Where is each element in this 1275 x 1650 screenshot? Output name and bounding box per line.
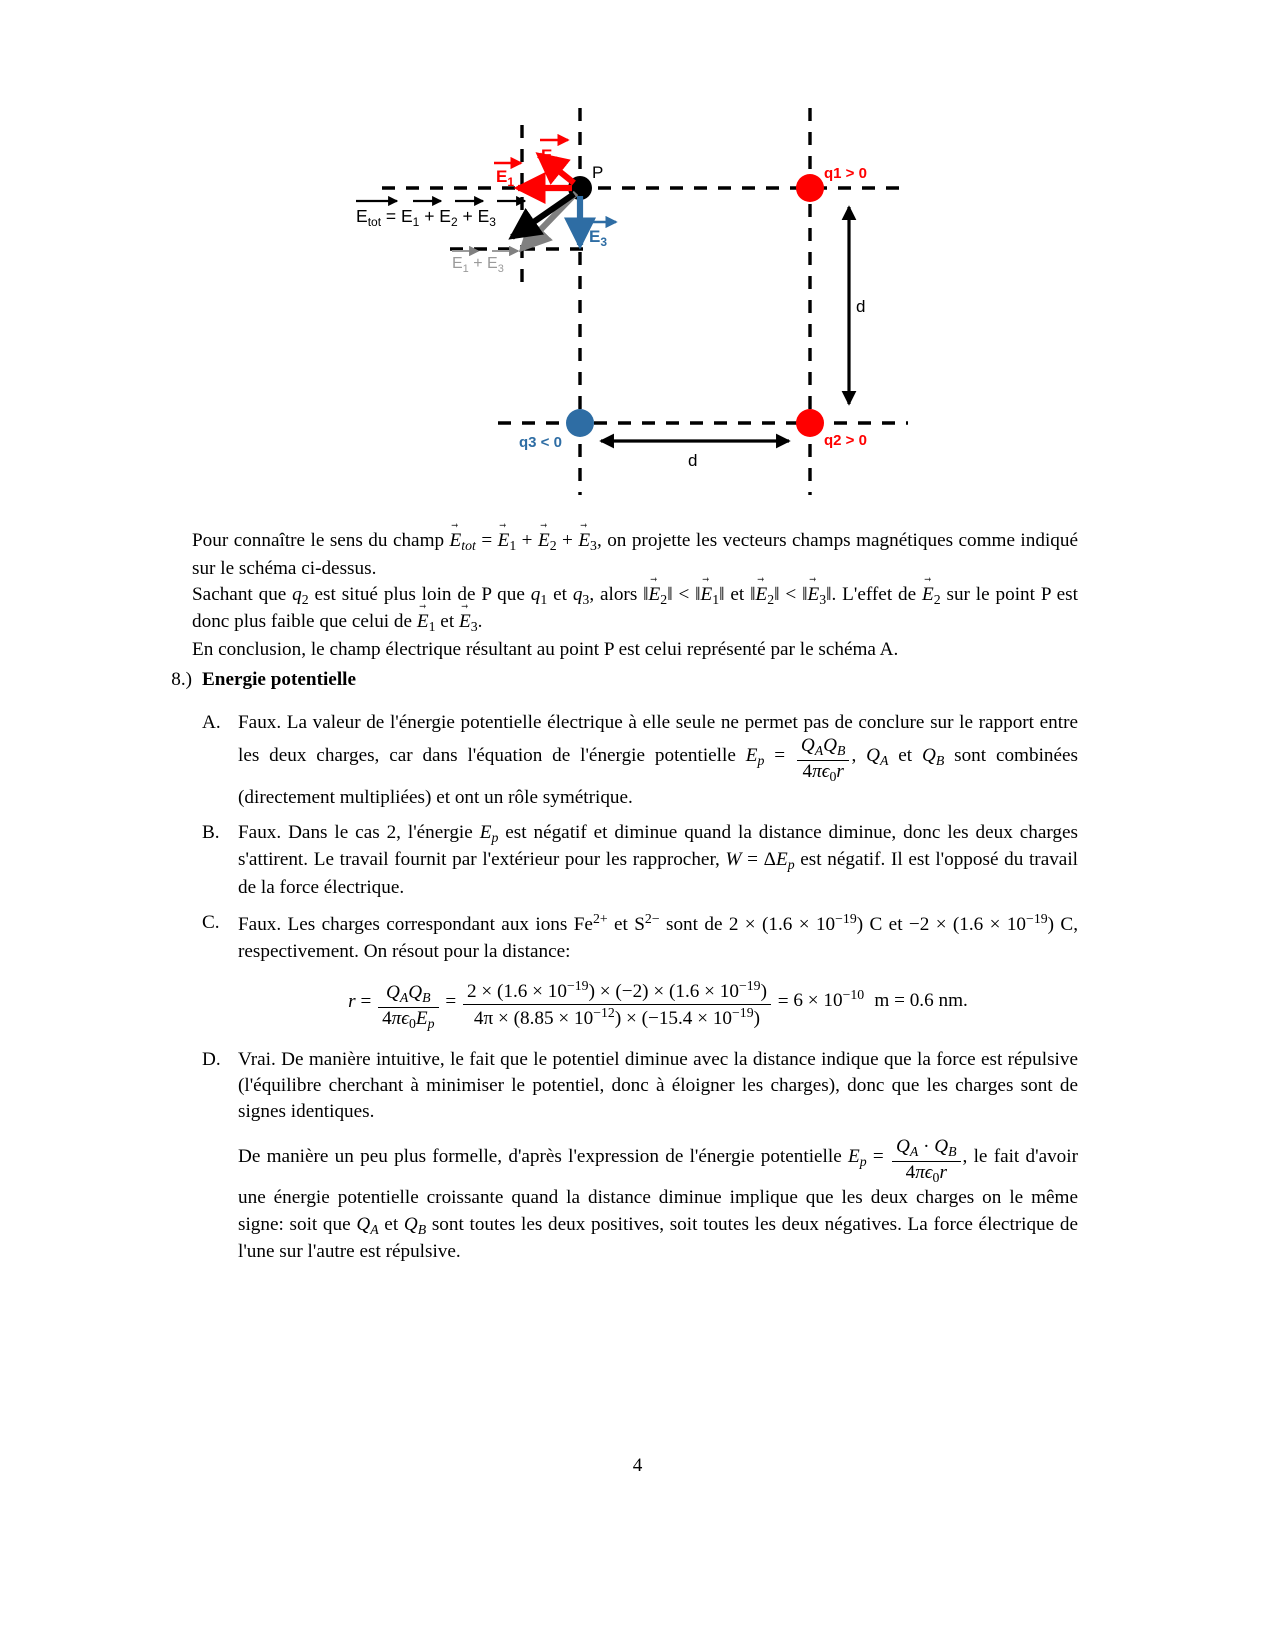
intro-line-1: Pour connaître le sens du champ $E \to_{tot} = E \to_1 + E \to_2 + E \to_3$, on projette les vecteurs champs magnétiques comme indiqué sur le schéma ci-dessus. — [192, 528, 1078, 582]
ion-fe-charge: 2+ — [592, 911, 608, 927]
exponent-1: −19 — [835, 911, 857, 927]
answer-body-A: Faux. La valeur de l'énergie potentielle électrique à elle seule ne permet pas de conclure sur le rapport entre les deux charges, car dans l'équation de l'énergie potentielle $E_p$ = $\frac{Q_AQ_B}{4\pi\epsilon_0r}$ , $Q_A$ et $Q_B$ sont combinées (directement multipliées) et ont un rôle symétrique. — [238, 712, 1078, 808]
answer-text-D-part1: De manière intuitive, le fait que le potentiel diminue avec la distance indique que la force est répulsive (l'équilibre cherchant à minimiser le potentiel, donc à éloigner les charges), donc que les charges sont de signes identiques. — [238, 1048, 1078, 1122]
equation-result: $6 \times 10^{-10}$ m = 0.6 nm. — [793, 987, 968, 1012]
charge-q2-label: q2 > 0 — [824, 432, 867, 449]
answer-item-A — [200, 710, 1078, 811]
dimension-horizontal-d-label: d — [688, 451, 698, 470]
answer-text-D-para2-part1: De manière un peu plus formelle, d'après l'expression de l'énergie potentielle — [238, 1145, 848, 1167]
section-number: 8.) — [171, 669, 192, 690]
ion-s-charge: 2− — [644, 911, 660, 927]
answer-verdict-C: Faux. — [238, 914, 282, 936]
formula-Ep-D: $\frac{Q_A \cdot Q_B}{4\pi\epsilon_0r}$ — [892, 1137, 961, 1186]
answer-verdict-A: Faux. — [238, 712, 282, 733]
charge-q3-label: q3 < 0 — [519, 434, 562, 451]
answer-label-C: C. — [202, 912, 220, 934]
answer-body-D: Vrai. De manière intuitive, le fait que le potentiel diminue avec la distance indique que la force est répulsive (l'équilibre cherchant à minimiser le potentiel, donc à éloigner les charges), donc que les charges sont de signes identiques. De manière un peu plus formelle, d'après l'expression de l'énergie potentielle $E_p$ = $\frac{Q_A \cdot Q_B}{4\pi\epsilon_0r}$ , le fait d'avoir une énergie potentielle croissante quand la distance diminue implique que les deux charges on le même signe: soit que $Q_A$ et $Q_B$ sont toutes les deux positives, soit toutes les deux négatives. La force électrique de l'une sur l'autre est répulsive. — [238, 1048, 1078, 1263]
answer-body-C — [238, 910, 1078, 1037]
vector-E3-label: $E_3$ — [589, 227, 608, 249]
charge-q1-marker — [796, 174, 824, 202]
answer-label-A: A. — [202, 712, 221, 733]
page-number: 4 — [632, 1455, 643, 1476]
svg-text:E1 + E3: $E_1 + E_3$ — [452, 255, 504, 275]
answer-text-C-part2: et S — [607, 914, 645, 936]
E1-plus-E3-caption — [452, 251, 518, 275]
dimension-horizontal-d — [601, 441, 789, 470]
answer-item-D — [200, 1047, 1078, 1266]
answer-verdict-D: Vrai. — [238, 1048, 276, 1070]
formula-Ep-A: $\frac{Q_AQ_B}{4\pi\epsilon_0r}$ — [797, 736, 850, 785]
Etot-equation-caption — [356, 201, 525, 229]
intro-paragraph — [192, 528, 1078, 663]
answer-text-C-part1: Les charges correspondant aux ions Fe — [281, 914, 593, 936]
exponent-2: −19 — [1026, 911, 1048, 927]
answer-label-B: B. — [202, 821, 220, 843]
charge-q3-marker — [566, 409, 594, 437]
answer-text-C-part4: ) C et −2 × (1.6 × 10 — [856, 914, 1027, 936]
answer-text-A-part1: La valeur de l'énergie potentielle électrique à elle seule ne permet pas de conclure sur le rapport entre les deux charges, car dans l'équation de l'énergie potentielle — [238, 712, 1078, 767]
answer-text-B-part1: Dans le cas 2, l'énergie — [281, 821, 480, 843]
svg-text:Etot = E1 + E2 + E3: $E_{tot} = E_1 + E_2 + E_3$ — [356, 206, 496, 229]
charge-q1-label: q1 > 0 — [824, 165, 867, 182]
answer-label-D: D. — [202, 1048, 221, 1070]
answer-text-B-part2: est négatif et diminue quand la distance diminue, donc les deux charges s'attirent. Le travail fournit par l'extérieur pour les rapprocher, — [238, 821, 1078, 871]
answer-text-D-para2-part2: , le fait d'avoir une énergie potentielle croissante quand la distance diminue implique que les deux charges on le même signe: soit que — [238, 1145, 1078, 1235]
answer-body-B: Faux. Dans le cas 2, l'énergie $E_p$ est négatif et diminue quand la distance diminue, donc les deux charges s'attirent. Le travail fournit par l'extérieur pour les rapprocher, $W = \Delta E_p$ est négatif. Il est l'opposé du travail de la force électrique. — [238, 821, 1078, 899]
equation-frac-symbolic: $\frac{Q_AQ_B}{4\pi\epsilon_0E_p}$ — [378, 983, 438, 1032]
equation-distance: r = $\frac{Q_AQ_B}{4\pi\epsilon_0E_p}$ = $\frac{2 \times (1.6 \times 10^{-19}) \times (-2) \times (1.6 \times 10^{-19})}{4\pi \times (8.85 \times 10^{-12}) \times (-15.4 \times 10^{-19})}$ = $6 \times 10^{-10}$ m = 0.6 nm. — [348, 977, 968, 1031]
charge-q2-marker — [796, 409, 824, 437]
dimension-vertical-d-label: d — [856, 297, 866, 316]
intro-line-2: Sachant que $q_2$ est situé plus loin de P que $q_1$ et $q_3$, alors ‖E $\to_2‖$ < ‖E $\to_1‖$ et ‖E $\to_2‖$ < ‖E $\to_3‖$. L'effet de $E \to_2$ sur le point P est donc plus faible que celui de $E \to_1$ et $E \to_3$. — [192, 582, 1078, 637]
answer-item-B — [200, 820, 1078, 901]
point-P-label: P — [592, 163, 604, 182]
answer-item-C — [200, 910, 1078, 1037]
answer-text-D-para2-part4: sont toutes les deux positives, soit toutes les deux négatives. La force électrique de l'une sur l'autre est répulsive. — [238, 1213, 1078, 1263]
answers-list — [200, 710, 1078, 1274]
answer-verdict-B: Faux. — [238, 821, 282, 843]
answer-text-C-part3: sont de 2 × (1.6 × 10 — [659, 914, 836, 936]
vector-E2-label: $E_2$ — [541, 146, 560, 168]
answer-text-B-part3: est négatif. Il est l'opposé du travail de la force électrique. — [238, 849, 1078, 899]
electric-field-diagram — [0, 0, 1275, 510]
intro-line-3: En conclusion, le champ électrique résultant au point P est celui représenté par le schéma A. — [192, 639, 899, 661]
answer-text-C-part5: ) C, respectivement. On résout pour la distance: — [238, 914, 1078, 962]
section-title: Energie potentielle — [202, 669, 356, 690]
dimension-vertical-d — [849, 207, 865, 404]
diagram-svg — [0, 0, 1275, 510]
section-heading — [150, 669, 650, 691]
vector-E1-label: $E_1$ — [496, 167, 515, 189]
equation-frac-numeric: $\frac{2 \times (1.6 \times 10^{-19}) \times (-2) \times (1.6 \times 10^{-19})}{4\pi \times (8.85 \times 10^{-12}) \times (-15.4 \times 10^{-19})}$ — [463, 979, 771, 1030]
